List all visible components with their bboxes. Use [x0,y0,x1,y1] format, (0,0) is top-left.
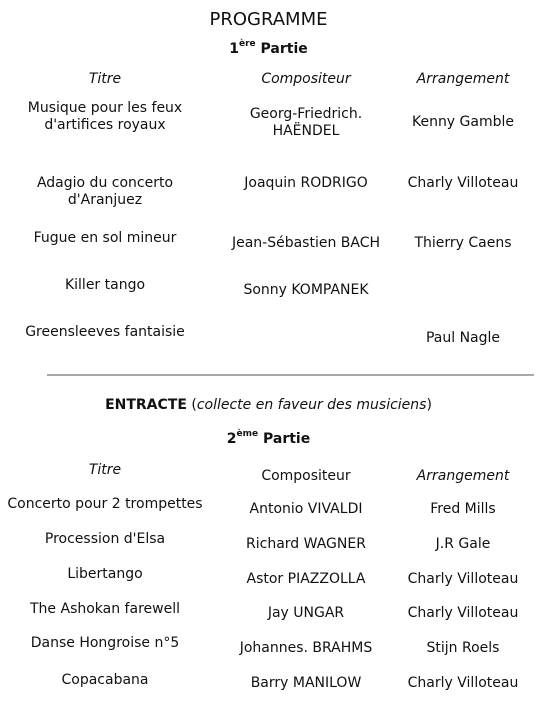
part-1-heading [0,41,537,58]
part-1-row-1-composer: Georg-Friedrich. HAËNDEL [249,106,363,139]
part-1-row-2-arrangement: Charly Villoteau [407,175,519,191]
part-2-row-6-arrangement: Charly Villoteau [407,675,519,691]
part-2-heading [0,431,537,448]
part-2-row-1-arrangement: Fred Mills [430,501,496,517]
part-2-row-1-composer: Antonio VIVALDI [249,501,363,517]
part-2-row-5-title: Danse Hongroise n°5 [30,635,180,651]
part-1-row-5-title: Greensleeves fantaisie [25,324,185,340]
part-1-word: Partie [260,41,308,57]
part-1-composer-header: Compositeur [261,71,351,87]
entracte-label: ENTRACTE [105,397,187,413]
part-1-arrangement-header: Arrangement [416,71,510,87]
part-2-row-2-title: Procession d'Elsa [44,531,166,547]
part-2-row-5-arrangement: Stijn Roels [426,640,500,656]
part-2-row-1-title: Concerto pour 2 trompettes [7,496,203,512]
part-2-row-6-title: Copacabana [61,672,149,688]
entracte-note: collecte en faveur des musiciens [196,397,427,413]
part-2-word: Partie [262,431,311,447]
part-2-title-header: Titre [88,462,122,478]
programme-heading: PROGRAMME [209,9,328,30]
part-1-row-3-arrangement: Thierry Caens [414,235,512,251]
part-1-row-4-composer: Sonny KOMPANEK [243,282,369,298]
part-2-row-2-composer: Richard WAGNER [246,536,366,552]
part-2-ordinal-suffix: ème [236,429,259,440]
entracte-line: ENTRACTE (collecte en faveur des musiciens) [105,397,432,413]
part-1-row-2-title: Adagio du concerto d'Aranjuez [36,175,174,208]
part-1-ordinal-suffix: ère [238,39,256,50]
part-2-number: 2 [226,431,237,447]
part-1-row-5-arrangement: Paul Nagle [425,330,501,346]
part-1-row-2-composer: Joaquin RODRIGO [244,175,368,191]
part-2-row-3-arrangement: Charly Villoteau [407,571,519,587]
part-2-row-4-composer: Jay UNGAR [267,605,345,621]
part-1-row-3-composer: Jean-Sébastien BACH [231,235,381,251]
part-1-row-1-arrangement: Kenny Gamble [411,114,515,130]
part-1-row-4-title: Killer tango [64,277,146,293]
part-2-row-3-title: Libertango [67,566,143,582]
part-2-row-6-composer: Barry MANILOW [250,675,362,691]
part-2-arrangement-header: Arrangement [416,468,510,484]
part-2-row-5-composer: Johannes. BRAHMS [239,640,373,656]
part-1-row-3-title: Fugue en sol mineur [33,230,177,246]
part-2-row-4-arrangement: Charly Villoteau [407,605,519,621]
part-1-number: 1 [229,41,239,57]
part-1-row-1-title: Musique pour les feux d'artifices royaux [27,100,183,133]
part-2-row-2-arrangement: J.R Gale [435,536,491,552]
part-1-title-header: Titre [88,71,122,87]
part-2-row-4-title: The Ashokan farewell [30,601,180,617]
section-divider [47,374,534,376]
part-2-row-3-composer: Astor PIAZZOLLA [246,571,366,587]
part-2-composer-header: Compositeur [261,468,351,484]
